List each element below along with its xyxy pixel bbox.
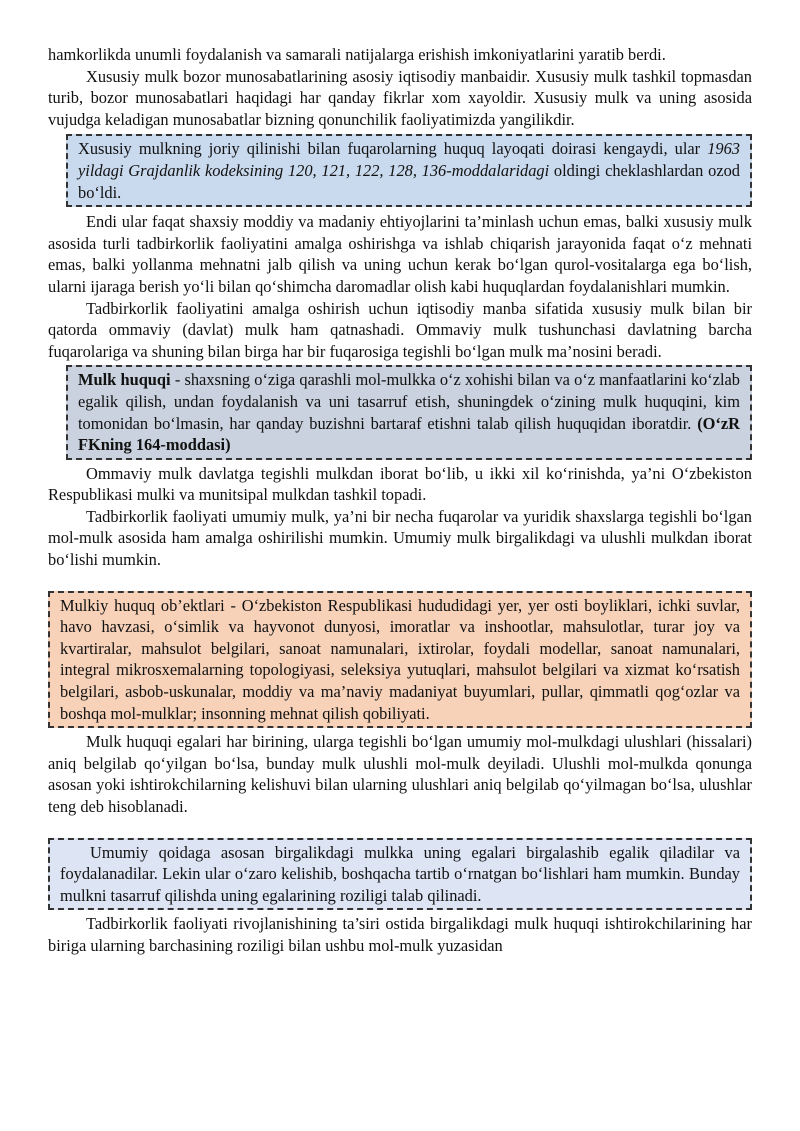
callout-property-right (66, 365, 752, 459)
paragraph-6: Tadbirkorlik faoliyati umumiy mulk, ya’ni bir necha fuqarolar va yuridik shaxslarga tegishli bo‘lgan mol-mulk asosida ham amalga oshirilishi mumkin. Umumiy mulk birgalikdagi va ulushli mulkdan iborat bo‘lishi mumkin. (48, 506, 752, 570)
paragraph-4: Tadbirkorlik faoliyatini amalga oshirish uchun iqtisodiy manba sifatida xususiy mulk bilan bir qatorda ommaviy (davlat) mulk ham qatnashadi. Ommaviy mulk tushunchasi davlatning barcha fuqarolariga va shuning bilan birga har bir fuqarosiga tegishli bo‘lgan mulk ma’nosini beradi. (48, 298, 752, 361)
paragraph-8: Tadbirkorlik faoliyati rivojlanishining ta’siri ostida birgalikdagi mulk huquqi ishtirokchilarining har biriga ularning barchasining roziligi bilan ushbu mol-mulk yuzasidan (48, 914, 752, 955)
callout-text-italic: 1963 yildagi Grajdanlik kodeksining 120, 121, 122, 128, 136-moddalaridagi (78, 139, 740, 180)
callout-private-property (66, 134, 752, 207)
callout-joint-property (48, 838, 752, 911)
paragraph-7: Mulk huquqi egalari har birining, ularga tegishli bo‘lgan umumiy mol-mulkdagi ulushlari (hissalari) aniq belgilab qo‘yilgan bo‘lsa, bunday mulk ulushli mol-mulk deyiladi. Ulushli mol-mulkda qonunga asosan yoki ishtirokchilarning kelishuvi bilan ularning ulushlari aniq belgilab qo‘yilmagan bo‘lsa, ulushlar teng deb hisoblanadi. (48, 732, 752, 816)
callout-joint-text: Umumiy qoidaga asosan birgalikdagi mulkka uning egalari birgalashib egalik qiladilar va foydalanadilar. Lekin ular o‘zaro kelishib, boshqacha tartib o‘rnatgan bo‘lishlari ham mumkin. Bunday mulkni tasarruf qilishda uning egalarining roziligi talab qilinadi. (60, 842, 740, 905)
paragraph-1: hamkorlikda unumli foydalanish va samarali natijalarga erishish imkoniyatlarini yaratib berdi. (48, 45, 666, 64)
callout-text-b: oldingi cheklashlardan ozod bo‘ldi. (78, 160, 740, 202)
callout-term: Mulk huquqi (78, 370, 171, 390)
paragraph-2: Xususiy mulk bozor munosabatlarining asosiy iqtisodiy manbaidir. Xususiy mulk tashkil topmasdan turib, bozor munosabatlari haqidagi har qanday fikrlar xom xayoldir. Xususiy mulk va uning asosida vujudga keladigan munosabatlar bizning qonunchilik faoliyatimizda yangilikdir. (48, 66, 752, 129)
callout-property-objects: Mulkiy huquq ob’ektlari - O‘zbekiston Respublikasi hududidagi yer, yer osti boyliklari, ichki suvlar, havo havzasi, o‘simlik va hayvonot dunyosi, imoratlar va inshootlar, mahsulotlar, turar joy va kvartiralar, mahsulot belgilari, sanoat namunalari, ixtirolar, foydali modellar, sanoat namunalari, integral mikrosxemalarning topologiyasi, seleksiya yutuqlari, mahsulot belgilari va xizmat ko‘rsatish belgilari, asbob-uskunalar, moddiy va ma’naviy madaniyat buyumlari, pullar, qimmatli qog‘ozlar va boshqa mol-mulklar; insonning mehnat qilish qobiliyati. (48, 591, 752, 729)
callout-text-a: Xususiy mulkning joriy qilinishi bilan fuqarolarning huquq layoqati doirasi kengaydi, ular (78, 139, 708, 159)
paragraph-3: Endi ular faqat shaxsiy moddiy va madaniy ehtiyojlarini ta’minlash uchun emas, balki xususiy mulk asosida turli tadbirkorlik faoliyatini amalga oshirishga va ishlab chiqarish jarayonida faqat o‘z mehnati emas, balki yollanma mehnatni jalb qilish va uning uchun kerak bo‘lgan qurol-vositalarga ega bo‘lish, ularni ijaraga berish yo‘li bilan qo‘shimcha daromadlar olish kabi huquqlardan foydalanishlari mumkin. (48, 212, 752, 296)
callout-definition: - shaxsning o‘ziga qarashli mol-mulkka o‘z xohishi bilan va o‘z manfaatlarini ko‘zlab egalik qilish, undan foydalanish va uni tasarruf etish, shuningdek o‘zining mulk huquqini, kim tomonidan bo‘lmasin, har qanday buzishni bartaraf etishni talab qilish huquqidan iboratdir. (78, 370, 740, 433)
callout-reference: (O‘zR FKning 164-moddasi) (78, 413, 740, 455)
paragraph-5: Ommaviy mulk davlatga tegishli mulkdan iborat bo‘lib, u ikki xil ko‘rinishda, ya’ni O‘zbekiston Respublikasi mulki va munitsipal mulkdan tashkil topadi. (48, 463, 752, 505)
